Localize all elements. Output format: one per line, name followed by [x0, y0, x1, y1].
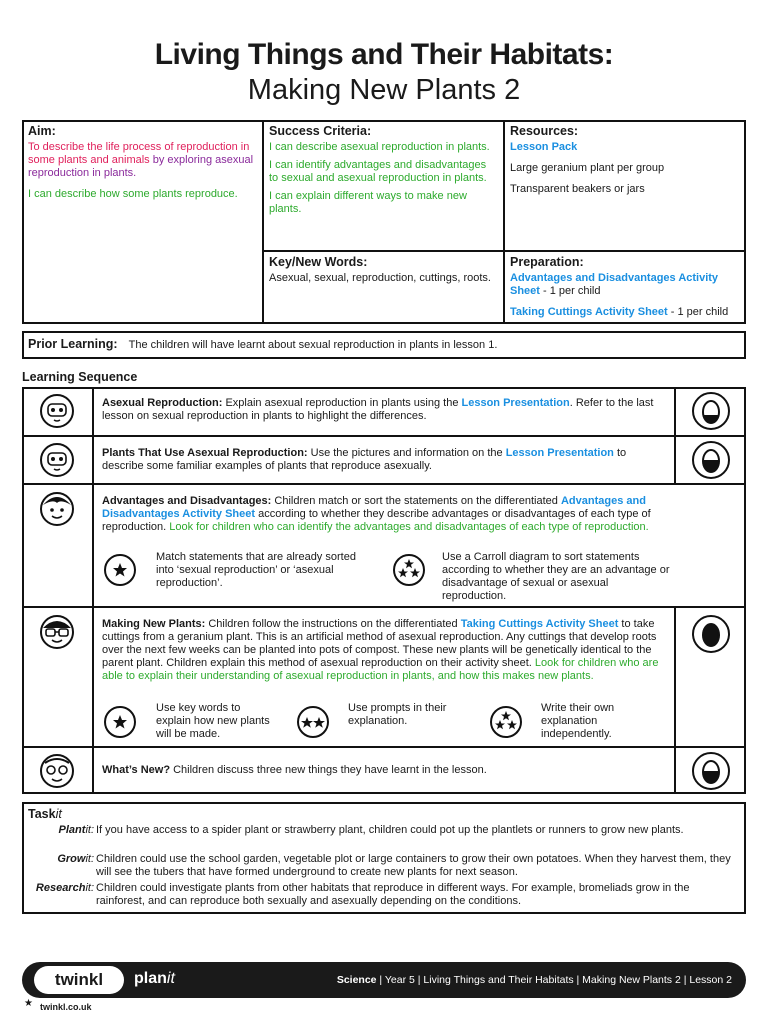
twinkl-logo[interactable]: twinkl	[34, 966, 124, 994]
one-star-icon	[104, 554, 136, 586]
three-star-icon	[393, 554, 425, 586]
footer-url[interactable]: twinkl.co.uk	[40, 1002, 92, 1012]
aim-cell	[28, 125, 256, 206]
keywords-cell	[269, 256, 497, 290]
diff-two-star: Use prompts in their explanation.	[348, 702, 447, 727]
seq-bold: Asexual Reproduction:	[102, 397, 223, 409]
keywords-text: Asexual, sexual, reproduction, cuttings, roots.	[269, 272, 491, 284]
egg-timer-half-icon	[691, 440, 731, 480]
page-subtitle: Making New Plants 2	[247, 74, 521, 106]
page-title: Living Things and Their Habitats:	[154, 38, 614, 71]
diff-one-star: Use key words to explain how new plants will be made.	[156, 702, 270, 740]
sequence-row: Advantages and Disadvantages: Children match or sort the statements on the differentiated Advantages and Disadvantages Activity Sheet according to whether they describe advantages or disadvantages of each type of reproduction. Look for children who can identify the advantages and disadvantages of each type of reproduction. Match statements that are already sorted into ‘sexual reproduction’ or ‘asexual reproduction’. Use a Carroll diagram to sort statements according to whether they are an advantage or disadvantage of sexual or asexual reproduction.	[22, 485, 746, 608]
diff-three-star: Use a Carroll diagram to sort statements according to whether they are an advantage or disadvantage of sexual or asexual reproduction.	[442, 551, 670, 602]
owl-face-icon	[39, 393, 75, 429]
diff-three-star: Write their own explanation independently.	[541, 702, 615, 740]
lesson-pack-link[interactable]: Lesson Pack	[510, 141, 578, 153]
success-item: I can identify advantages and disadvantages to sexual and asexual reproduction in plants.	[269, 159, 487, 184]
star-decoration-icon: ★	[24, 998, 33, 1009]
one-star-icon	[104, 706, 136, 738]
resource-item: Large geranium plant per group	[510, 162, 665, 174]
aim-heading: Aim:	[28, 124, 56, 138]
egg-timer-half-icon	[691, 751, 731, 791]
planit-logo: planit	[134, 970, 175, 987]
two-star-icon	[297, 706, 329, 738]
advantages-sheet-link[interactable]: Advantages and Disadvantages Activity Sheet	[510, 272, 719, 297]
taskit-heading: Task	[28, 807, 56, 821]
footer-bar	[22, 962, 746, 998]
sequence-row: Making New Plants: Children follow the instructions on the differentiated Taking Cuttings Activity Sheet to take cuttings from a geranium plant. This is an artificial method of asexual reproduction. Any cuttings that develop roots over the next few weeks can be planted into pots of compost. These new plants will be genetically identical to the parent plant. Children explain this method of asexual reproduction on their activity sheet. Look for children who are able to explain their understanding of asexual reproduction in plants, and how this makes new plants. Use key words to explain how new plants will be made. Use prompts in their explanation. Write their own explanation independently.	[22, 608, 746, 748]
cuttings-sheet-link[interactable]: Taking Cuttings Activity Sheet	[510, 306, 668, 318]
resource-item: Transparent beakers or jars	[510, 183, 645, 195]
sequence-row: What’s New? Children discuss three new things they have learnt in the lesson.	[22, 748, 746, 794]
success-heading: Success Criteria:	[269, 124, 372, 138]
aim-text-3: I can describe how some plants reproduce.	[28, 188, 238, 200]
success-cell	[269, 125, 497, 221]
seq-bold: Making New Plants:	[102, 618, 206, 630]
prior-heading: Prior Learning:	[28, 337, 118, 351]
aim-text-2: by exploring asexual reproduction in plants.	[28, 154, 254, 179]
child-glasses-face-icon	[39, 614, 75, 650]
seq-bold: Plants That Use Asexual Reproduction:	[102, 447, 308, 459]
seq-bold: What’s New?	[102, 764, 171, 776]
preparation-cell	[510, 256, 742, 324]
seq-bold: Advantages and Disadvantages:	[102, 495, 272, 507]
egg-timer-full-icon	[691, 614, 731, 654]
sequence-row: Asexual Reproduction: Explain asexual reproduction in plants using the Lesson Presentation. Refer to the last lesson on sexual reproduction in plants to highlight the differences.	[22, 387, 746, 437]
advantages-sheet-link[interactable]: Advantages and Disadvantages Activity Sheet	[102, 495, 646, 520]
lesson-presentation-link[interactable]: Lesson Presentation	[505, 447, 614, 459]
preparation-heading: Preparation:	[510, 255, 584, 269]
success-item: I can explain different ways to make new plants.	[269, 190, 467, 215]
resources-cell	[510, 125, 740, 201]
cuttings-sheet-link[interactable]: Taking Cuttings Activity Sheet	[460, 618, 619, 630]
footer-breadcrumb: Science | Year 5 | Living Things and Their Habitats | Making New Plants 2 | Lesson 2	[336, 974, 732, 986]
three-star-icon	[490, 706, 522, 738]
child-goggles-face-icon	[39, 753, 75, 789]
prior-text: The children will have learnt about sexual reproduction in plants in lesson 1.	[128, 339, 498, 351]
prep-qty: - 1 per child	[539, 285, 601, 297]
learning-sequence-heading: Learning Sequence	[22, 370, 138, 384]
owl-face-icon	[39, 442, 75, 478]
keywords-heading: Key/New Words:	[269, 255, 368, 269]
diff-one-star: Match statements that are already sorted into ‘sexual reproduction’ or ‘asexual reproduction’.	[156, 551, 356, 589]
prep-qty: - 1 per child	[667, 306, 729, 318]
aim-text-1: To describe the life process of reproduction in some plants and animals	[28, 141, 250, 166]
taskit-heading-it: it	[55, 807, 62, 821]
child-face-icon	[39, 491, 75, 527]
success-item: I can describe asexual reproduction in plants.	[269, 141, 490, 153]
egg-timer-quarter-icon	[691, 391, 731, 431]
resources-heading: Resources:	[510, 124, 579, 138]
sequence-row: Plants That Use Asexual Reproduction: Use the pictures and information on the Lesson Presentation to describe some familiar examples of plants that reproduce asexually.	[22, 437, 746, 485]
lesson-presentation-link[interactable]: Lesson Presentation	[461, 397, 570, 409]
